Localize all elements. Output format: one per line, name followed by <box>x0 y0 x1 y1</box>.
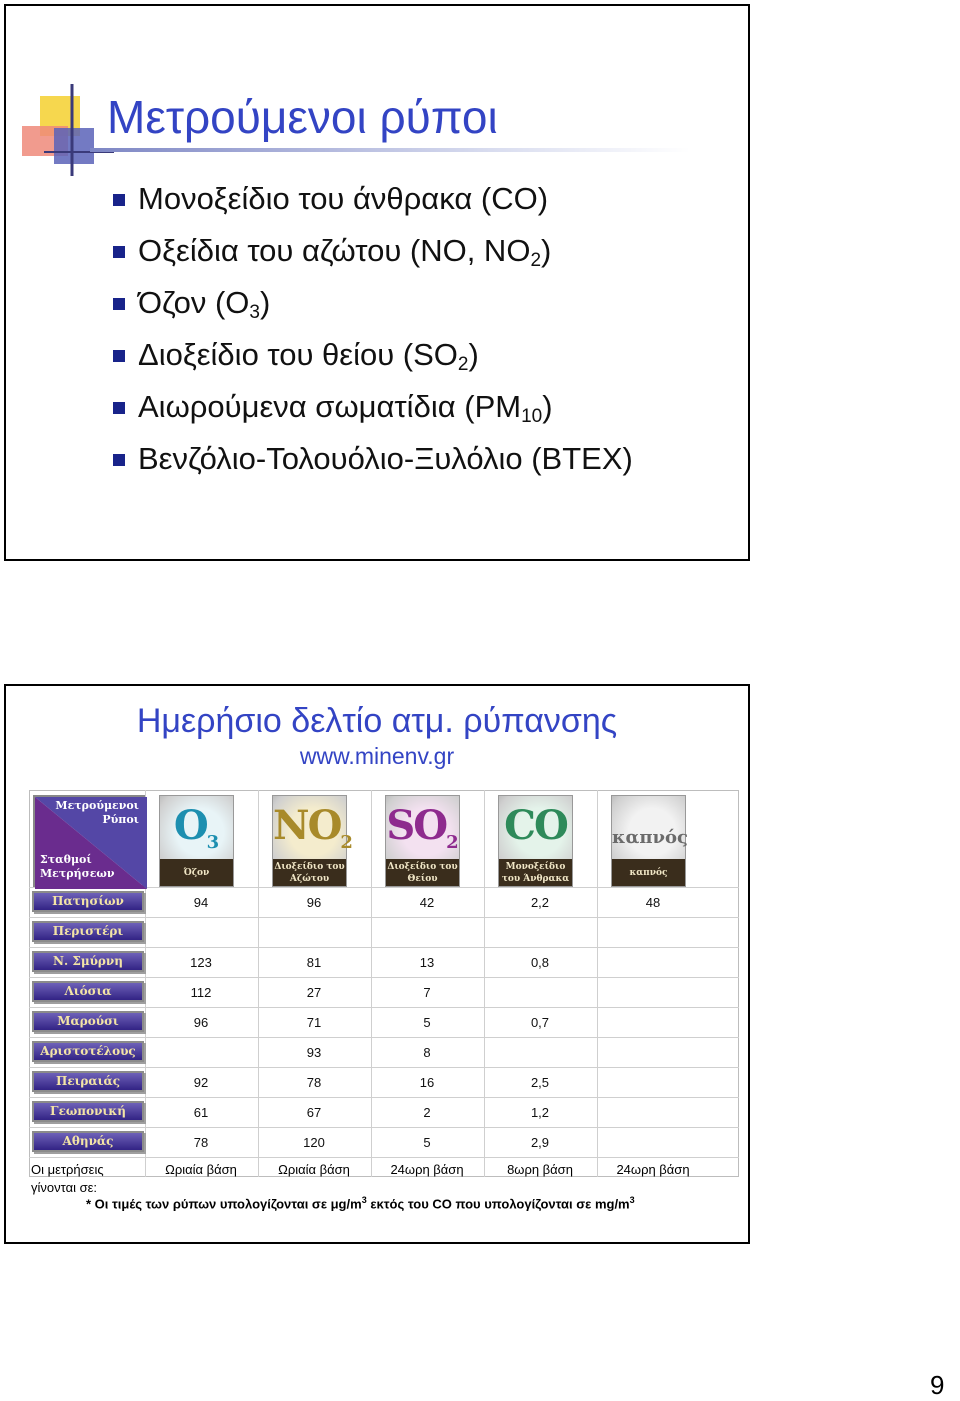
table-cell-value: 0,7 <box>530 1015 550 1030</box>
slide-daily-bulletin <box>4 684 750 1244</box>
station-button[interactable]: Πειραιάς <box>32 1071 144 1092</box>
station-button[interactable]: Μαρούσι <box>32 1011 144 1032</box>
units-note: * Οι τιμές των ρύπων υπολογίζονται σε $\mu g/m^3$ εκτός του CO που υπολογίζονται σε $mg/m^3$ <box>86 1195 635 1212</box>
station-button[interactable]: Ν. Σμύρνη <box>32 951 144 972</box>
table-cell-value: 13 <box>419 955 435 970</box>
station-button[interactable]: Αθηνάς <box>32 1131 144 1152</box>
table-cell-value: 27 <box>306 985 322 1000</box>
table-cell-value: 16 <box>419 1075 435 1090</box>
station-button[interactable]: Λιόσια <box>32 981 144 1002</box>
bullet-item: Βενζόλιο-Τολουόλιο-Ξυλόλιο (BTEX) <box>110 436 633 488</box>
table-row-divider <box>29 1037 739 1038</box>
bullet-item: Όζον $(O_3)$ <box>110 280 633 332</box>
slide-title: Μετρούμενοι ρύποι <box>107 91 498 143</box>
table-row-divider <box>29 1127 739 1128</box>
corner-label-stations: Σταθμοί Μετρήσεων <box>40 853 115 880</box>
table-cell-value: 7 <box>423 985 431 1000</box>
station-button[interactable]: Πατησίων <box>32 891 144 912</box>
measurement-basis: 8ωρη βάση <box>507 1162 573 1177</box>
table-row-divider <box>29 1007 739 1008</box>
table-cell-value: 2,5 <box>530 1075 550 1090</box>
bullet-item: Διοξείδιο του θείου $(SO_2)$ <box>110 332 633 384</box>
table-cell-value: 123 <box>190 955 212 970</box>
pollutant-label: Μονοξείδιο του Άνθρακα <box>499 859 572 886</box>
table-cell-value: 48 <box>645 895 661 910</box>
pollutant-symbol: $NO_2$ <box>273 802 353 853</box>
table-cell-value: 2,2 <box>530 895 550 910</box>
page-number: 9 <box>930 1370 945 1400</box>
pollutant-header <box>159 795 234 887</box>
station-button[interactable]: Αριστοτέλους <box>32 1041 144 1062</box>
pollutant-symbol: καπνός <box>612 827 688 848</box>
bullet-square-icon <box>113 194 125 206</box>
bullet-item: Μονοξείδιο του άνθρακα (CO) <box>110 176 633 228</box>
station-button[interactable]: Περιστέρι <box>32 921 144 942</box>
table-cell-value: 5 <box>423 1015 431 1030</box>
pollutant-label: Διοξείδιο του Αζώτου <box>273 859 346 886</box>
table-cell-value: 92 <box>193 1075 209 1090</box>
pollutant-label: καπνός <box>612 859 685 886</box>
station-button[interactable]: Γεωπονική <box>32 1101 144 1122</box>
table-cell-value: 42 <box>419 895 435 910</box>
table-cell-value: 78 <box>306 1075 322 1090</box>
corner-header-image <box>33 795 145 887</box>
table-cell-value: 93 <box>306 1045 322 1060</box>
table-row-divider <box>29 947 739 948</box>
slide-pollutants-list <box>4 4 750 561</box>
corner-label-pollutants: Μετρούμενοι Ρύποι <box>55 799 139 826</box>
table-cell-value: 1,2 <box>530 1105 550 1120</box>
table-cell-value: 94 <box>193 895 209 910</box>
bullet-item: Οξείδια του αζώτου (NO, $NO_2$) <box>110 228 633 280</box>
pollutant-header <box>611 795 686 887</box>
bullet-square-icon <box>113 350 125 362</box>
bullet-item: Αιωρούμενα σωματίδια $(PM_{10})$ <box>110 384 633 436</box>
bullet-list <box>110 176 633 488</box>
table-cell-value: 2 <box>423 1105 431 1120</box>
pollutant-header <box>498 795 573 887</box>
table-column-divider <box>597 790 598 1177</box>
bullet-square-icon <box>113 298 125 310</box>
source-url: www.minenv.gr <box>299 743 455 769</box>
table-row-divider <box>29 1097 739 1098</box>
table-cell-value: 96 <box>306 895 322 910</box>
bullet-square-icon <box>113 246 125 258</box>
table-row-divider <box>29 917 739 918</box>
table-row-divider <box>29 1157 739 1158</box>
table-cell-value: 120 <box>303 1135 325 1150</box>
table-cell-value: 0,8 <box>530 955 550 970</box>
bullet-square-icon <box>113 402 125 414</box>
table-cell-value: 8 <box>423 1045 431 1060</box>
table-cell-value: 2,9 <box>530 1135 550 1150</box>
measurement-basis: 24ωρη βάση <box>616 1162 690 1177</box>
measurement-basis: Ωριαία βάση <box>165 1162 237 1177</box>
table-cell-value: 81 <box>306 955 322 970</box>
table-cell-value: 96 <box>193 1015 209 1030</box>
pollutant-symbol: $SO_2$ <box>386 802 459 853</box>
title-underline <box>90 148 690 152</box>
measurement-basis-label: Οι μετρήσεις <box>31 1162 104 1177</box>
slide-title: Ημερήσιο δελτίο ατμ. ρύπανσης <box>136 702 618 740</box>
pollutant-header <box>385 795 460 887</box>
table-cell-value: 67 <box>306 1105 322 1120</box>
table-cell-value: 61 <box>193 1105 209 1120</box>
pollutant-label: Διοξείδιο του Θείου <box>386 859 459 886</box>
table-cell-value: 78 <box>193 1135 209 1150</box>
bullet-square-icon <box>113 454 125 466</box>
pollutant-symbol: $O_3$ <box>173 802 220 853</box>
measurement-basis: Ωριαία βάση <box>278 1162 350 1177</box>
table-cell-value: 71 <box>306 1015 322 1030</box>
pollutant-symbol: CO <box>504 802 567 849</box>
title-decoration-icon <box>14 84 114 176</box>
measurement-basis-label-cont: γίνονται σε: <box>31 1180 98 1195</box>
table-row-divider <box>29 977 739 978</box>
table-cell-value: 5 <box>423 1135 431 1150</box>
measurement-basis: 24ωρη βάση <box>390 1162 464 1177</box>
pollutant-header <box>272 795 353 887</box>
table-cell-value: 112 <box>190 985 212 1000</box>
pollutant-label: Όζον <box>160 859 233 886</box>
table-row-divider <box>29 1067 739 1068</box>
